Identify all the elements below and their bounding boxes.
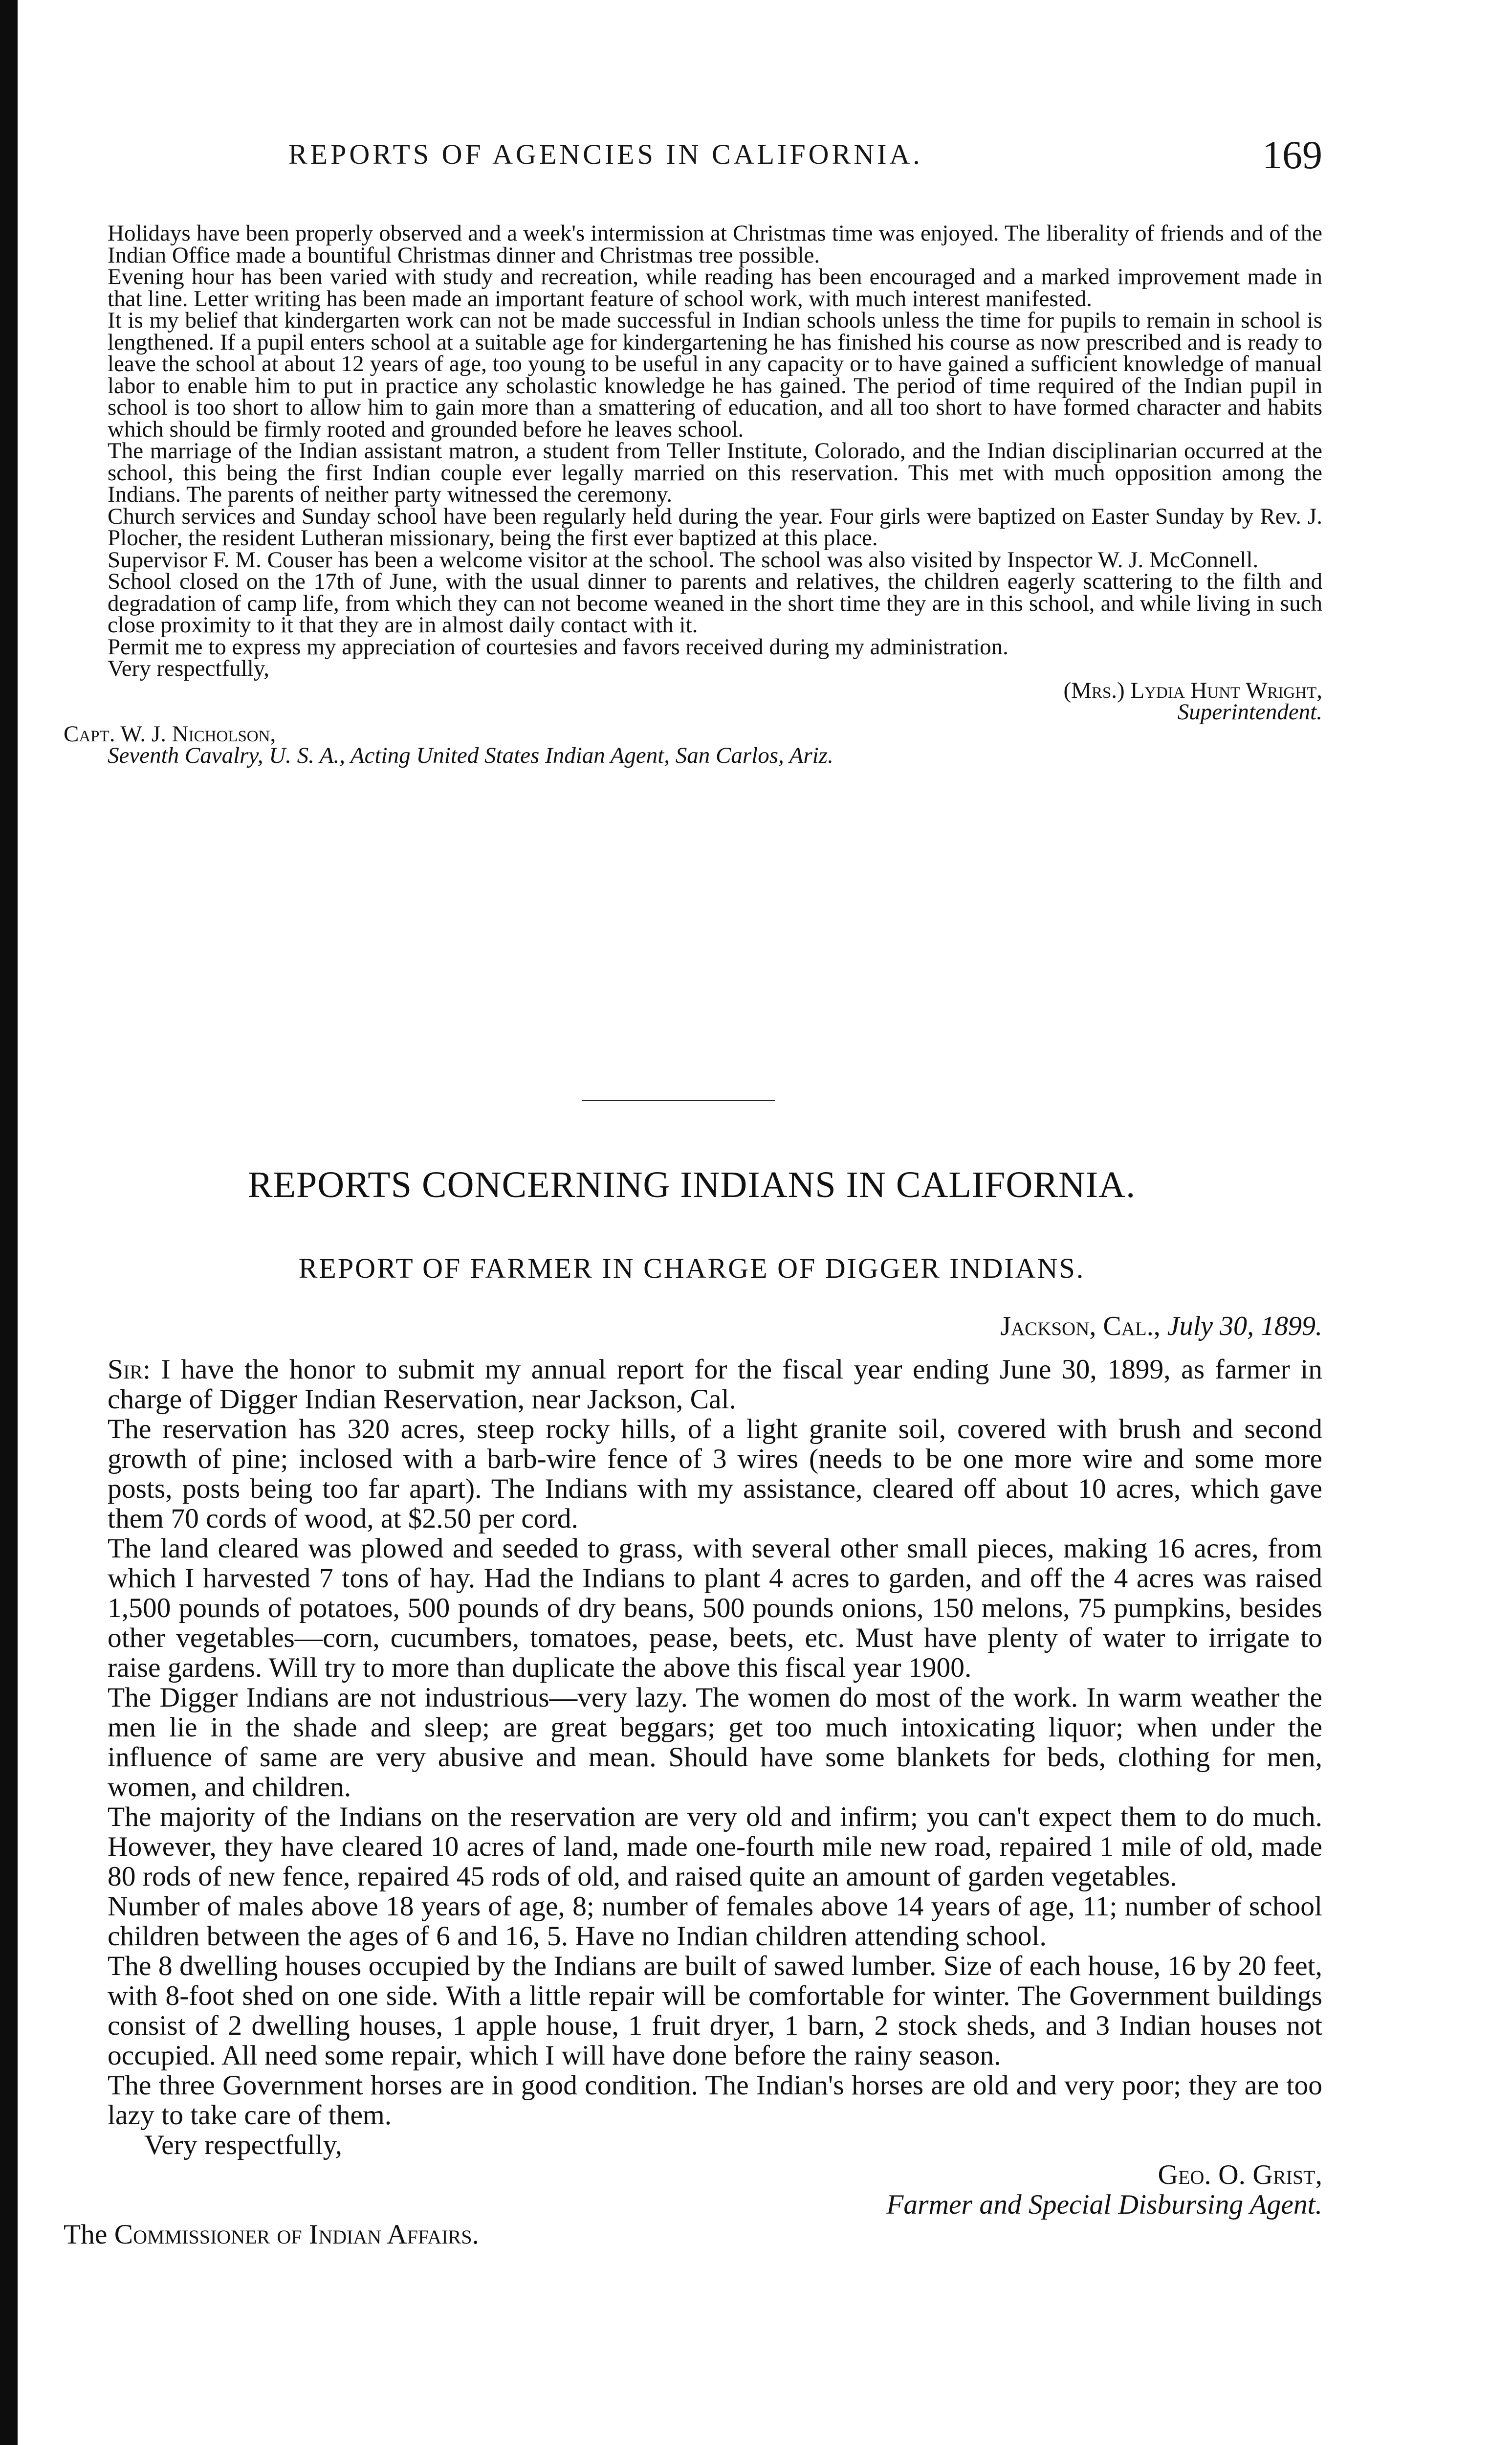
- closing: Very respectfully,: [108, 656, 270, 681]
- farmer-report-body: [61, 1355, 1322, 2249]
- addressee-prefix: The: [64, 2219, 108, 2250]
- report-continuation: [61, 222, 1322, 767]
- addressee-name: Commissioner of Indian Affairs.: [114, 2219, 479, 2250]
- paragraph-text: I have the honor to submit my annual report for the fiscal year ending June 30, 1899, as farmer in charge of Digger Indian Reservation, near Jackson, Cal.: [108, 1354, 1322, 1415]
- section-title: REPORTS CONCERNING INDIANS IN CALIFORNIA.: [247, 1164, 1136, 1205]
- paragraph: Holidays have been properly observed and a week's intermission at Christmas time was enjoyed. The liberality of friends and of the Indian Office made a bountiful Christmas dinner and Christmas tree possible.: [108, 221, 1322, 268]
- addressee: [61, 2220, 1322, 2249]
- paragraph: The reservation has 320 acres, steep rocky hills, of a light granite soil, covered with brush and second growth of pine; inclosed with a barb-wire fence of 3 wires (needs to be one more wire and some more posts, posts being too far apart). The Indians with my assistance, cleared off about 10 acres, which gave them 70 cords of wood, at $2.50 per cord.: [108, 1414, 1322, 1534]
- paragraph: The land cleared was plowed and seeded to grass, with several other small pieces, making 16 acres, from which I harvested 7 tons of hay. Had the Indians to plant 4 acres to garden, and off the 4 acres was raised 1,500 pounds of potatoes, 500 pounds of dry beans, 500 pounds onions, 150 melons, 75 pumpkins, besides other vegetables—corn, cucumbers, tomatoes, pease, beets, etc. Must have plenty of water to irrigate to raise gardens. Will try to more than duplicate the above this fiscal year 1900.: [108, 1533, 1322, 1683]
- page-number: 169: [1262, 133, 1322, 177]
- dateline: [1000, 1311, 1322, 1342]
- closing: Very respectfully,: [144, 2130, 342, 2160]
- paragraph: The three Government horses are in good condition. The Indian's horses are old and very poor; they are too lazy to take care of them.: [108, 2070, 1322, 2131]
- running-head-title: REPORTS OF AGENCIES IN CALIFORNIA.: [288, 138, 923, 170]
- paragraph: Evening hour has been varied with study and recreation, while reading has been encouraged and a marked improvement made in that line. Letter writing has been made an important feature of school work, with much interest manifested.: [108, 264, 1322, 311]
- salutation: Sir:: [108, 1354, 151, 1385]
- paragraph: [61, 1355, 1322, 1414]
- paragraph: Church services and Sunday school have been regularly held during the year. Four girls were baptized on Easter Sunday by Rev. J. Plocher, the resident Lutheran missionary, being the first ever baptized at this place.: [108, 503, 1322, 551]
- paragraph: The marriage of the Indian assistant matron, a student from Teller Institute, Colorado, and the Indian disciplinarian occurred at the school, this being the first Indian couple ever legally married on this reservation. This met with much opposition among the Indians. The parents of neither party witnessed the ceremony.: [108, 438, 1322, 507]
- scan-edge-bar: [0, 0, 18, 2445]
- signature: (Mrs.) Lydia Hunt Wright,: [1063, 677, 1322, 703]
- section-divider: [582, 1100, 775, 1101]
- signature: Geo. O. Grist,: [1158, 2159, 1322, 2190]
- paragraph: Permit me to express my appreciation of courtesies and favors received during my administration.: [108, 634, 1008, 660]
- paragraph: The majority of the Indians on the reservation are very old and infirm; you can't expect them to do much. However, they have cleared 10 acres of land, made one-fourth mile new road, repaired 1 mile of old, made 80 rods of new fence, repaired 45 rods of old, and raised quite an amount of garden vegetables.: [108, 1801, 1322, 1892]
- paragraph: It is my belief that kindergarten work can not be made successful in Indian schools unless the time for pupils to remain in school is lengthened. If a pupil enters school at a suitable age for kindergartening he has finished his course as now prescribed and is ready to leave the school at about 12 years of age, too young to be useful in any capacity or to have gained a sufficient knowledge of manual labor to enable him to put in practice any scholastic knowledge he has gained. The period of time required of the Indian pupil in school is too short to allow him to gain more than a smattering of education, and all too short to have formed character and habits which should be firmly rooted and grounded before he leaves school.: [108, 308, 1322, 442]
- signature-title: Superintendent.: [1177, 699, 1322, 725]
- dateline-date: July 30, 1899.: [1167, 1311, 1322, 1341]
- paragraph: School closed on the 17th of June, with the usual dinner to parents and relatives, the children eagerly scattering to the filth and degradation of camp life, from which they can not become weaned in the short time they are in this school, and while living in such close proximity to it that they are in almost daily contact with it.: [108, 569, 1322, 638]
- paragraph: The Digger Indians are not industrious—very lazy. The women do most of the work. In warm weather the men lie in the shade and sleep; are great beggars; get too much intoxicating liquor; when under the influence of same are very abusive and mean. Should have some blankets for beds, clothing for men, women, and children.: [108, 1682, 1322, 1802]
- running-head: [61, 132, 1322, 186]
- paragraph: The 8 dwelling houses occupied by the Indians are built of sawed lumber. Size of each house, 16 by 20 feet, with 8-foot shed on one side. With a little repair will be comfortable for winter. The Government buildings consist of 2 dwelling houses, 1 apple house, 1 fruit dryer, 1 barn, 2 stock sheds, and 3 Indian houses not occupied. All need some repair, which I will have done before the rainy season.: [108, 1951, 1322, 2071]
- addressee-title: Seventh Cavalry, U. S. A., Acting United States Indian Agent, San Carlos, Ariz.: [108, 743, 833, 768]
- paragraph: Number of males above 18 years of age, 8; number of females above 14 years of age, 11; number of school children between the ages of 6 and 16, 5. Have no Indian children attending school.: [108, 1891, 1322, 1952]
- paragraph: Supervisor F. M. Couser has been a welcome visitor at the school. The school was also visited by Inspector W. J. McConnell.: [108, 547, 1259, 573]
- signature-title: Farmer and Special Disbursing Agent.: [886, 2189, 1322, 2220]
- dateline-place: Jackson, Cal.,: [1000, 1311, 1161, 1341]
- addressee-name: Capt. W. J. Nicholson,: [64, 721, 276, 747]
- report-subtitle: REPORT OF FARMER IN CHARGE OF DIGGER INDIANS.: [298, 1252, 1085, 1284]
